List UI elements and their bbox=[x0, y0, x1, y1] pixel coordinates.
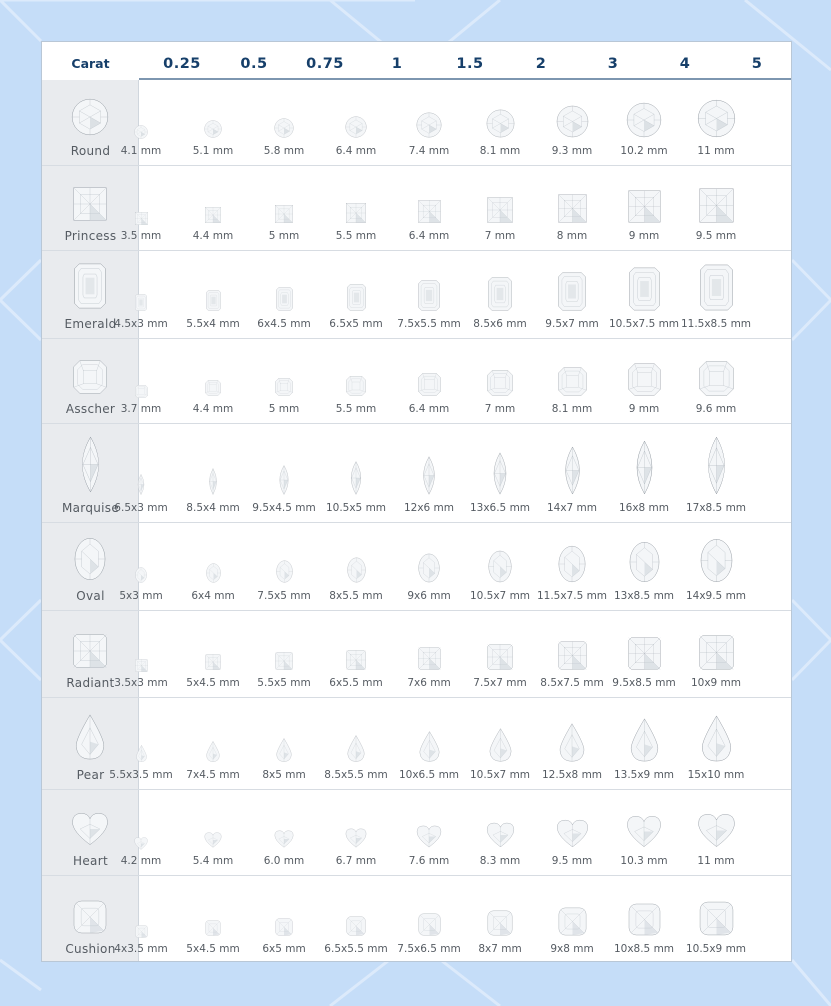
size-label: 9.5x7 mm bbox=[545, 318, 599, 330]
carat-header-6: 3 bbox=[607, 56, 619, 72]
heart-diamond-icon bbox=[274, 830, 294, 852]
row-divider bbox=[42, 165, 792, 166]
cushion-diamond-icon bbox=[418, 913, 441, 940]
size-label: 8.5x7.5 mm bbox=[540, 677, 604, 689]
princess-shape-icon bbox=[73, 187, 107, 225]
size-label: 6.5x3 mm bbox=[114, 502, 168, 514]
emerald-diamond-icon bbox=[558, 272, 586, 315]
size-label: 3.5x3 mm bbox=[114, 677, 168, 689]
oval-diamond-icon bbox=[558, 545, 586, 587]
asscher-diamond-icon bbox=[628, 363, 661, 400]
round-diamond-icon bbox=[626, 102, 662, 142]
size-label: 9.5x4.5 mm bbox=[252, 502, 316, 514]
marquise-diamond-icon bbox=[490, 452, 510, 499]
round-diamond-icon bbox=[274, 118, 294, 142]
size-label: 4.1 mm bbox=[120, 145, 162, 157]
marquise-diamond-icon bbox=[348, 461, 364, 499]
pear-diamond-icon bbox=[136, 745, 147, 766]
size-label: 4.2 mm bbox=[120, 855, 162, 867]
radiant-diamond-icon bbox=[418, 647, 441, 674]
row-divider bbox=[42, 250, 792, 251]
size-label: 7 mm bbox=[484, 403, 516, 415]
size-label: 5.5x3.5 mm bbox=[109, 769, 173, 781]
marquise-shape-icon bbox=[77, 436, 104, 497]
asscher-diamond-icon bbox=[487, 370, 513, 400]
marquise-diamond-icon bbox=[420, 456, 438, 499]
size-label: 11 mm bbox=[697, 855, 735, 867]
asscher-diamond-icon bbox=[346, 376, 366, 400]
row-divider bbox=[42, 610, 792, 611]
asscher-diamond-icon bbox=[275, 378, 293, 400]
pear-diamond-icon bbox=[276, 738, 292, 766]
size-label: 5.5 mm bbox=[335, 230, 377, 242]
size-label: 6x4.5 mm bbox=[257, 318, 311, 330]
asscher-diamond-icon bbox=[699, 361, 734, 400]
pear-diamond-icon bbox=[630, 718, 659, 766]
princess-diamond-icon bbox=[418, 200, 441, 227]
size-label: 10.2 mm bbox=[620, 145, 668, 157]
size-label: 5.5x5 mm bbox=[257, 677, 311, 689]
chart-header bbox=[42, 42, 792, 79]
size-label: 8x5.5 mm bbox=[329, 590, 383, 602]
oval-diamond-icon bbox=[206, 563, 221, 587]
size-label: 9 mm bbox=[628, 403, 660, 415]
size-label: 7x4.5 mm bbox=[186, 769, 240, 781]
size-label: 12.5x8 mm bbox=[541, 769, 603, 781]
size-label: 10x9 mm bbox=[690, 677, 742, 689]
round-diamond-icon bbox=[697, 99, 736, 142]
size-label: 5 mm bbox=[268, 403, 300, 415]
emerald-diamond-icon bbox=[629, 267, 660, 315]
size-label: 6x5.5 mm bbox=[329, 677, 383, 689]
radiant-shape-icon bbox=[73, 634, 107, 672]
cushion-diamond-icon bbox=[135, 923, 148, 942]
size-label: 8x7 mm bbox=[478, 943, 522, 955]
size-label: 5.5 mm bbox=[335, 403, 377, 415]
radiant-diamond-icon bbox=[275, 652, 293, 674]
carat-header-3: 1 bbox=[391, 56, 403, 72]
size-label: 6.5x5.5 mm bbox=[324, 943, 388, 955]
round-shape-icon bbox=[71, 98, 109, 140]
shape-name-princess: Princess bbox=[64, 229, 117, 243]
radiant-diamond-icon bbox=[628, 637, 661, 674]
size-label: 5.1 mm bbox=[192, 145, 234, 157]
size-label: 8 mm bbox=[556, 230, 588, 242]
size-label: 7.5x7 mm bbox=[473, 677, 527, 689]
size-label: 8x5 mm bbox=[262, 769, 306, 781]
pear-diamond-icon bbox=[419, 731, 440, 766]
asscher-diamond-icon bbox=[558, 367, 587, 400]
size-label: 16x8 mm bbox=[618, 502, 670, 514]
carat-header-4: 1.5 bbox=[456, 56, 484, 72]
size-label: 15x10 mm bbox=[687, 769, 745, 781]
carat-weight-label: Carat bbox=[71, 56, 110, 71]
size-label: 8.3 mm bbox=[479, 855, 521, 867]
carat-header-5: 2 bbox=[535, 56, 547, 72]
pear-diamond-icon bbox=[206, 741, 220, 766]
cushion-shape-icon bbox=[73, 900, 107, 938]
round-diamond-icon bbox=[556, 105, 589, 142]
marquise-diamond-icon bbox=[703, 436, 730, 499]
size-label: 8.5x4 mm bbox=[186, 502, 240, 514]
heart-diamond-icon bbox=[204, 832, 222, 852]
shape-name-marquise: Marquise bbox=[61, 501, 120, 515]
heart-diamond-icon bbox=[556, 819, 589, 852]
round-diamond-icon bbox=[486, 109, 515, 142]
shape-name-asscher: Asscher bbox=[65, 402, 116, 416]
pear-shape-icon bbox=[75, 714, 105, 764]
princess-diamond-icon bbox=[205, 207, 221, 227]
size-label: 9 mm bbox=[628, 230, 660, 242]
cushion-diamond-icon bbox=[346, 916, 366, 940]
size-label: 9.5 mm bbox=[551, 855, 593, 867]
cushion-diamond-icon bbox=[699, 901, 734, 940]
heart-diamond-icon bbox=[486, 822, 515, 852]
size-label: 3.7 mm bbox=[120, 403, 162, 415]
size-label: 6.4 mm bbox=[335, 145, 377, 157]
size-label: 5x3 mm bbox=[119, 590, 163, 602]
size-label: 8.5x6 mm bbox=[473, 318, 527, 330]
shape-name-heart: Heart bbox=[73, 854, 108, 868]
marquise-diamond-icon bbox=[136, 474, 146, 499]
asscher-diamond-icon bbox=[135, 383, 148, 402]
cushion-diamond-icon bbox=[487, 910, 513, 940]
size-label: 10.5x7 mm bbox=[469, 590, 531, 602]
asscher-diamond-icon bbox=[205, 380, 221, 400]
emerald-diamond-icon bbox=[347, 284, 366, 315]
size-label: 13x6.5 mm bbox=[469, 502, 531, 514]
round-diamond-icon bbox=[345, 116, 367, 142]
size-label: 6.4 mm bbox=[408, 230, 450, 242]
size-label: 10.5x5 mm bbox=[325, 502, 387, 514]
size-label: 14x7 mm bbox=[546, 502, 598, 514]
size-label: 8.5x5.5 mm bbox=[324, 769, 388, 781]
size-label: 4.5x3 mm bbox=[114, 318, 168, 330]
pear-diamond-icon bbox=[489, 728, 512, 766]
size-label: 5.4 mm bbox=[192, 855, 234, 867]
heart-diamond-icon bbox=[134, 835, 148, 854]
carat-header-8: 5 bbox=[751, 56, 763, 72]
size-label: 9.5 mm bbox=[695, 230, 737, 242]
shape-name-cushion: Cushion bbox=[65, 942, 116, 956]
size-label: 10x6.5 mm bbox=[398, 769, 460, 781]
emerald-diamond-icon bbox=[700, 264, 733, 315]
heart-shape-icon bbox=[71, 812, 109, 850]
size-label: 7.6 mm bbox=[408, 855, 450, 867]
size-label: 5x4.5 mm bbox=[186, 677, 240, 689]
cushion-diamond-icon bbox=[628, 903, 661, 940]
oval-diamond-icon bbox=[347, 557, 366, 587]
size-label: 7x6 mm bbox=[407, 677, 451, 689]
row-divider bbox=[42, 697, 792, 698]
radiant-diamond-icon bbox=[699, 635, 734, 674]
oval-diamond-icon bbox=[700, 538, 733, 587]
round-diamond-icon bbox=[134, 124, 148, 143]
marquise-diamond-icon bbox=[632, 440, 657, 499]
size-label: 10.5x7.5 mm bbox=[608, 318, 680, 330]
size-label: 6x4 mm bbox=[191, 590, 235, 602]
size-label: 9x8 mm bbox=[550, 943, 594, 955]
cushion-diamond-icon bbox=[205, 920, 221, 940]
marquise-diamond-icon bbox=[207, 468, 219, 499]
size-label: 5x4.5 mm bbox=[186, 943, 240, 955]
size-label: 5.5x4 mm bbox=[186, 318, 240, 330]
carat-header-1: 0.5 bbox=[240, 56, 268, 72]
size-label: 10x8.5 mm bbox=[613, 943, 675, 955]
size-label: 6.4 mm bbox=[408, 403, 450, 415]
size-label: 10.5x7 mm bbox=[469, 769, 531, 781]
round-diamond-icon bbox=[204, 120, 222, 142]
emerald-diamond-icon bbox=[276, 287, 293, 315]
size-label: 6.0 mm bbox=[263, 855, 305, 867]
oval-diamond-icon bbox=[418, 553, 440, 587]
header-divider bbox=[139, 78, 792, 80]
carat-header-0: 0.25 bbox=[163, 56, 201, 72]
heart-diamond-icon bbox=[697, 813, 736, 852]
pear-diamond-icon bbox=[559, 723, 585, 766]
size-label: 13x8.5 mm bbox=[613, 590, 675, 602]
row-divider bbox=[42, 423, 792, 424]
princess-diamond-icon bbox=[135, 210, 148, 229]
row-divider bbox=[42, 789, 792, 790]
row-divider bbox=[42, 875, 792, 876]
marquise-diamond-icon bbox=[277, 465, 291, 499]
marquise-diamond-icon bbox=[561, 446, 584, 499]
princess-diamond-icon bbox=[487, 197, 513, 227]
size-label: 3.5 mm bbox=[120, 230, 162, 242]
shape-name-radiant: Radiant bbox=[66, 676, 115, 690]
size-label: 4x3.5 mm bbox=[114, 943, 168, 955]
princess-diamond-icon bbox=[628, 190, 661, 227]
emerald-shape-icon bbox=[74, 263, 106, 313]
radiant-diamond-icon bbox=[135, 657, 148, 676]
oval-diamond-icon bbox=[488, 550, 512, 587]
size-label: 7.5x6.5 mm bbox=[397, 943, 461, 955]
size-label: 7.5x5.5 mm bbox=[397, 318, 461, 330]
oval-diamond-icon bbox=[276, 560, 293, 587]
size-label: 9x6 mm bbox=[407, 590, 451, 602]
size-label: 10.5x9 mm bbox=[685, 943, 747, 955]
carat-header-7: 4 bbox=[679, 56, 691, 72]
size-label: 8.1 mm bbox=[479, 145, 521, 157]
size-label: 7.4 mm bbox=[408, 145, 450, 157]
radiant-diamond-icon bbox=[205, 654, 221, 674]
size-label: 5 mm bbox=[268, 230, 300, 242]
princess-diamond-icon bbox=[275, 205, 293, 227]
carat-header-2: 0.75 bbox=[306, 56, 344, 72]
size-label: 9.3 mm bbox=[551, 145, 593, 157]
emerald-diamond-icon bbox=[206, 290, 221, 315]
princess-diamond-icon bbox=[346, 203, 366, 227]
shape-name-round: Round bbox=[70, 144, 111, 158]
size-label: 6.7 mm bbox=[335, 855, 377, 867]
emerald-diamond-icon bbox=[135, 294, 147, 315]
shape-name-emerald: Emerald bbox=[64, 317, 117, 331]
emerald-diamond-icon bbox=[418, 280, 440, 315]
size-label: 9.5x8.5 mm bbox=[612, 677, 676, 689]
emerald-diamond-icon bbox=[488, 277, 512, 315]
princess-diamond-icon bbox=[699, 188, 734, 227]
size-label: 7.5x5 mm bbox=[257, 590, 311, 602]
size-label: 11 mm bbox=[697, 145, 735, 157]
row-divider bbox=[42, 338, 792, 339]
heart-diamond-icon bbox=[626, 815, 662, 852]
size-label: 6.5x5 mm bbox=[329, 318, 383, 330]
round-diamond-icon bbox=[416, 112, 442, 142]
size-label: 14x9.5 mm bbox=[685, 590, 747, 602]
size-label: 4.4 mm bbox=[192, 403, 234, 415]
heart-diamond-icon bbox=[416, 825, 442, 852]
size-label: 7 mm bbox=[484, 230, 516, 242]
size-label: 5.8 mm bbox=[263, 145, 305, 157]
pear-diamond-icon bbox=[347, 735, 365, 766]
size-label: 6x5 mm bbox=[262, 943, 306, 955]
shape-name-oval: Oval bbox=[76, 589, 105, 603]
oval-diamond-icon bbox=[629, 541, 660, 587]
size-label: 11.5x7.5 mm bbox=[536, 590, 608, 602]
size-label: 4.4 mm bbox=[192, 230, 234, 242]
oval-shape-icon bbox=[74, 537, 106, 585]
cushion-diamond-icon bbox=[558, 907, 587, 940]
princess-diamond-icon bbox=[558, 194, 587, 227]
row-divider bbox=[42, 522, 792, 523]
size-label: 11.5x8.5 mm bbox=[680, 318, 752, 330]
size-chart-card bbox=[41, 41, 792, 962]
size-label: 13.5x9 mm bbox=[613, 769, 675, 781]
radiant-diamond-icon bbox=[558, 641, 587, 674]
radiant-diamond-icon bbox=[487, 644, 513, 674]
size-label: 10.3 mm bbox=[620, 855, 668, 867]
shape-name-pear: Pear bbox=[76, 768, 105, 782]
size-label: 9.6 mm bbox=[695, 403, 737, 415]
asscher-shape-icon bbox=[73, 360, 107, 398]
cushion-diamond-icon bbox=[275, 918, 293, 940]
pear-diamond-icon bbox=[701, 715, 732, 766]
radiant-diamond-icon bbox=[346, 650, 366, 674]
oval-diamond-icon bbox=[135, 567, 147, 587]
asscher-diamond-icon bbox=[418, 373, 441, 400]
size-label: 8.1 mm bbox=[551, 403, 593, 415]
heart-diamond-icon bbox=[345, 828, 367, 852]
size-label: 17x8.5 mm bbox=[685, 502, 747, 514]
size-label: 12x6 mm bbox=[403, 502, 455, 514]
